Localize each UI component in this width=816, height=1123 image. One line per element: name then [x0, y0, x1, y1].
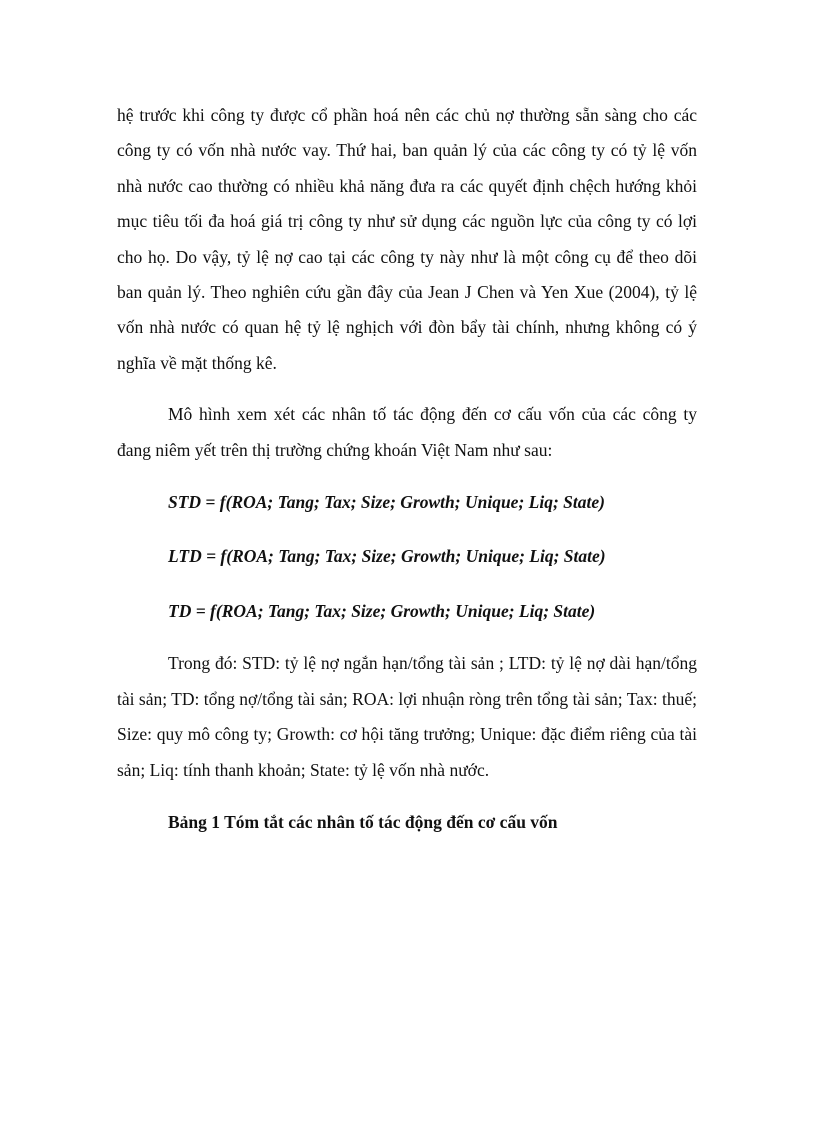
- formula-std: STD = f(ROA; Tang; Tax; Size; Growth; Unique; Liq; State): [168, 492, 605, 513]
- document-page: [117, 98, 697, 840]
- formula-td: TD = f(ROA; Tang; Tax; Size; Growth; Unique; Liq; State): [168, 600, 596, 621]
- paragraph-model: Mô hình xem xét các nhân tố tác động đến cơ cấu vốn của các công ty đang niêm yết trên thị trường chứng khoán Việt Nam như sau:: [117, 404, 697, 460]
- formula-ltd: LTD = f(ROA; Tang; Tax; Size; Growth; Unique; Liq; State): [168, 546, 606, 567]
- paragraph-intro: hệ trước khi công ty được cổ phần hoá nên các chủ nợ thường sẵn sàng cho các công ty có vốn nhà nước vay. Thứ hai, ban quản lý của các công ty có tỷ lệ vốn nhà nước cao thường có nhiều khả năng đưa ra các quyết định chệch hướng khỏi mục tiêu tối đa hoá giá trị công ty như sử dụng các nguồn lực của công ty có lợi cho họ. Do vậy, tỷ lệ nợ cao tại các công ty này như là một công cụ để theo dõi ban quản lý. Theo nghiên cứu gần đây của Jean J Chen và Yen Xue (2004), tỷ lệ vốn nhà nước có quan hệ tỷ lệ nghịch với đòn bẩy tài chính, nhưng không có ý nghĩa về mặt thống kê.: [117, 105, 697, 373]
- paragraph-definitions: Trong đó: STD: tỷ lệ nợ ngắn hạn/tổng tài sản ; LTD: tỷ lệ nợ dài hạn/tổng tài sản; TD: tổng nợ/tổng tài sản; ROA: lợi nhuận ròng trên tổng tài sản; Tax: thuế; Size: quy mô công ty; Growth: cơ hội tăng trưởng; Unique: đặc điểm riêng của tài sản; Liq: tính thanh khoản; State: tỷ lệ vốn nhà nước.: [117, 653, 697, 780]
- table-caption: Bảng 1 Tóm tắt các nhân tố tác động đến cơ cấu vốn: [168, 811, 558, 832]
